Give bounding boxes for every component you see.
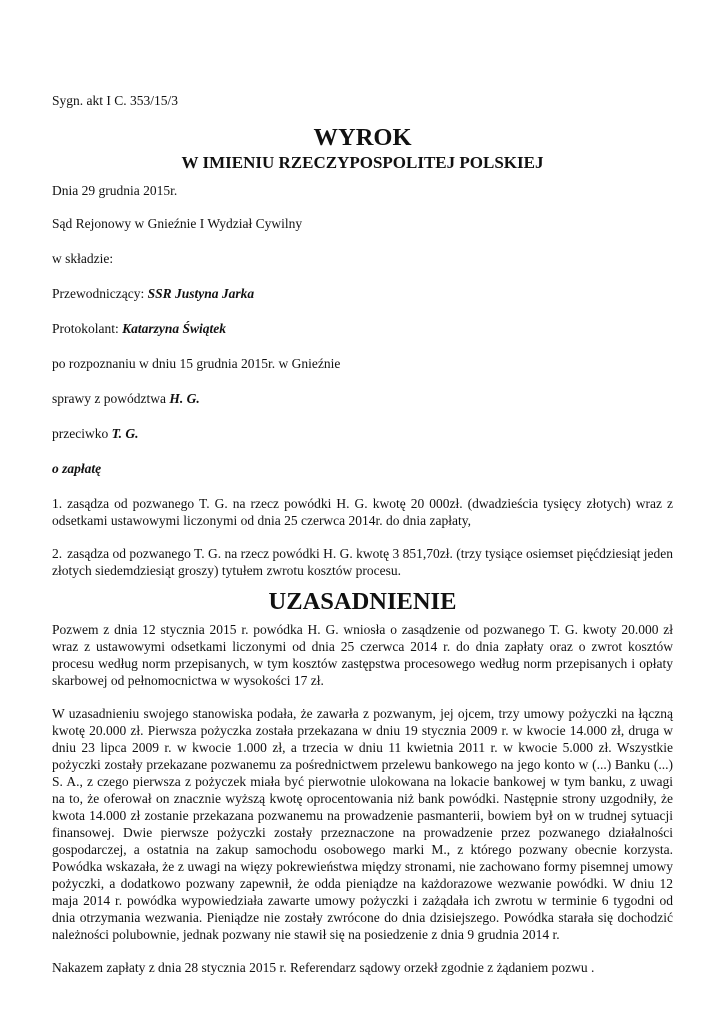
- ruling-number: 1.: [52, 496, 63, 511]
- presiding-judge-name: SSR Justyna Jarka: [147, 286, 255, 301]
- presiding-judge: [52, 285, 673, 302]
- judgment-date: Dnia 29 grudnia 2015r.: [52, 183, 178, 198]
- presiding-judge-label: Przewodniczący:: [52, 286, 148, 301]
- court-clerk: [52, 320, 673, 337]
- ruling-text: zasądza od pozwanego T. G. na rzecz powódki H. G. kwotę 3 851,70zł. (trzy tysiące osiemset pięćdziesiąt jeden złotych siedemdziesiąt groszy) tytułem zwrotu kosztów procesu.: [52, 546, 673, 578]
- court-clerk-name: Katarzyna Świątek: [122, 321, 227, 336]
- defendant-line: [52, 425, 673, 442]
- court-name: Sąd Rejonowy w Gnieźnie I Wydział Cywilny: [52, 216, 303, 231]
- case-subject: o zapłatę: [52, 461, 102, 476]
- document-subtitle: W IMIENIU RZECZYPOSPOLITEJ POLSKIEJ: [181, 153, 544, 172]
- ruling-item: [52, 495, 673, 529]
- justification-paragraph: Pozwem z dnia 12 stycznia 2015 r. powódka H. G. wniosła o zasądzenie od pozwanego T. G. kwoty 20.000 zł wraz z ustawowymi odsetkami liczonymi od dnia 25 czerwca 2014 r. do dnia zapłaty oraz o zwrot kosztów procesu według norm przepisanych, w tym kosztów zastępstwa procesowego według norm przepisanych i opłaty skarbowej od pełnomocnictwa w wysokości 17 zł.: [52, 622, 673, 688]
- case-signature: Sygn. akt I C. 353/15/3: [52, 93, 179, 108]
- defendant-name: T. G.: [111, 426, 139, 441]
- plaintiff-label: sprawy z powództwa: [52, 391, 170, 406]
- hearing-info: po rozpoznaniu w dniu 15 grudnia 2015r. w Gnieźnie: [52, 356, 341, 371]
- plaintiff-name: H. G.: [169, 391, 200, 406]
- ruling-text: zasądza od pozwanego T. G. na rzecz powódki H. G. kwotę 20 000zł. (dwadzieścia tysięcy złotych) wraz z odsetkami ustawowymi liczonymi od dnia 25 czerwca 2014r. do dnia zapłaty,: [52, 496, 673, 528]
- ruling-number: 2.: [52, 546, 63, 561]
- ruling-item: [52, 545, 673, 579]
- justification-paragraph: Nakazem zapłaty z dnia 28 stycznia 2015 r. Referendarz sądowy orzekł zgodnie z żądaniem pozwu .: [52, 960, 595, 975]
- plaintiff-line: [52, 390, 673, 407]
- document-title: WYROK: [313, 124, 412, 151]
- justification-paragraph: W uzasadnieniu swojego stanowiska podała, że zawarła z pozwanym, jej ojcem, trzy umowy pożyczki na łączną kwotę 20.000 zł. Pierwsza pożyczka została przekazana w dniu 19 stycznia 2009 r. w kwocie 14.000 zł, druga w dniu 23 lipca 2009 r. w kwocie 1.000 zł, a trzecia w dniu 11 kwietnia 2011 r. w kwocie 5.000 zł. Wszystkie pożyczki zostały przekazane pozwanemu za pośrednictwem przelewu bankowego na jego konto w (...) Banku (...) S. A., z czego pierwsza z pożyczek miała być pierwotnie ulokowana na lokacie bankowej w tym banku, z uwagi na to, że oferował on znacznie wyższą kwotę oprocentowania niż bank powódki. Następnie strony uzgodniły, że kwota 14.000 zł zostanie przekazana pozwanemu na prowadzenie pasmanterii, bowiem był on w trudnej sytuacji finansowej. Dwie pierwsze pożyczki zostały przeznaczone na prowadzenie przez pozwanego działalności gospodarczej, a ostatnia na zakup samochodu osobowego marki M., z którego pozwany obecnie korzysta. Powódka wskazała, że z uwagi na więzy pokrewieństwa między stronami, nie zachowano formy pisemnej umowy pożyczki, a dodatkowo pozwany zapewnił, że odda pieniądze na każdorazowe wezwanie powódki. W dniu 12 maja 2014 r. powódka wypowiedziała zawarte umowy pożyczki i zażądała ich zwrotu w terminie 6 tygodni od dnia otrzymania wezwania. Pieniądze nie zostały zwrócone do dnia dzisiejszego. Powódka starała się dochodzić należności polubownie, jednak pozwany nie stawił się na posiedzenie z dnia 9 grudnia 2014 r.: [52, 706, 673, 942]
- court-clerk-label: Protokolant:: [52, 321, 123, 336]
- justification-title: UZASADNIENIE: [268, 588, 457, 615]
- composition-label: w składzie:: [52, 251, 114, 266]
- defendant-label: przeciwko: [52, 426, 112, 441]
